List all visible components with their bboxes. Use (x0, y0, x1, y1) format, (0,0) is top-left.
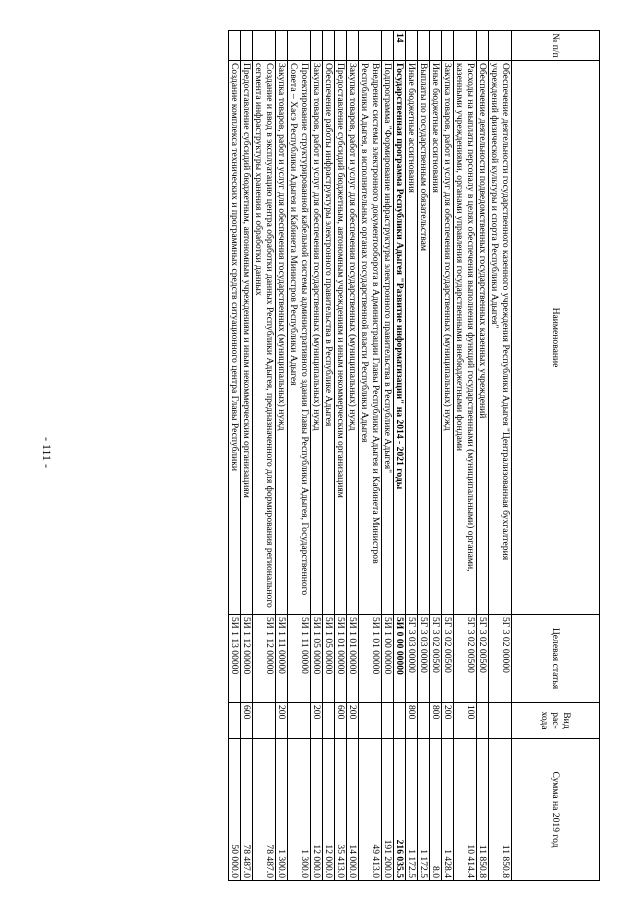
rotated-table-page (120, 30, 600, 880)
row-vid (489, 703, 512, 739)
table-row (489, 31, 512, 881)
row-num (276, 31, 288, 61)
row-target: 5И 1 01 00000 (347, 615, 359, 703)
row-num (359, 31, 382, 61)
header-num: № п/п (512, 31, 600, 61)
table-row (359, 31, 382, 881)
header-sum: Сумма на 2019 год (512, 739, 600, 881)
page-number: - 111 - (40, 436, 55, 469)
table-row (276, 31, 288, 881)
row-vid (382, 703, 394, 739)
row-name: Закупка товаров, работ и услуг для обеспечения государственных (муниципальных) нужд (311, 61, 323, 615)
row-vid (418, 703, 430, 739)
row-sum: 1 172.5 (418, 739, 430, 881)
row-sum: 78 487.0 (253, 739, 276, 881)
row-vid: 200 (311, 703, 323, 739)
row-sum: 1 428.4 (442, 739, 454, 881)
row-vid: 800 (406, 703, 418, 739)
row-vid: 200 (442, 703, 454, 739)
table-body (229, 31, 512, 881)
header-target: Целевая статья (512, 615, 600, 703)
row-name: Иные бюджетные ассигнования (406, 61, 418, 615)
row-target: 5И 1 12 00000 (241, 615, 253, 703)
row-vid (253, 703, 276, 739)
row-sum: 35 413.0 (335, 739, 347, 881)
row-num (430, 31, 442, 61)
row-name: Обеспечение деятельности государственного казенного учреждения Республики Адыгея "Централизованная бухгалтерия учреждений физической культуры и спорта Республики Адыгея" (489, 61, 512, 615)
row-target: 5Г 3 02 00500 (442, 615, 454, 703)
row-name: Закупка товаров, работ и услуг для обеспечения государственных (муниципальных) нужд (347, 61, 359, 615)
table-row (311, 31, 323, 881)
row-target: 5И 1 11 00000 (288, 615, 311, 703)
row-vid (288, 703, 311, 739)
row-name: Обеспечение работы инфраструктуры электронного правительства в Республике Адыгея (323, 61, 335, 615)
header-name: Наименование (512, 61, 600, 615)
row-vid (323, 703, 335, 739)
row-sum: 78 487.0 (241, 739, 253, 881)
row-name: Предоставление субсидий бюджетным, автономным учреждениям и иным некоммерческим организациям (335, 61, 347, 615)
row-sum: 1 300.0 (276, 739, 288, 881)
row-num (311, 31, 323, 61)
row-num (418, 31, 430, 61)
row-num: 14 (394, 31, 406, 61)
table-header-row (512, 31, 600, 881)
row-target: 5Г 3 03 00000 (418, 615, 430, 703)
row-target: 5И 1 01 00000 (335, 615, 347, 703)
row-sum: 1 300.0 (288, 739, 311, 881)
row-name: Обеспечение деятельности подведомственных государственных казенных учреждений (477, 61, 489, 615)
row-vid (359, 703, 382, 739)
row-num (253, 31, 276, 61)
row-target: 5И 1 12 00000 (253, 615, 276, 703)
row-vid: 200 (276, 703, 288, 739)
row-name: Закупка товаров, работ и услуг для обеспечения государственных (муниципальных) нужд (276, 61, 288, 615)
table-row (253, 31, 276, 881)
row-vid (394, 703, 406, 739)
table-row (241, 31, 253, 881)
row-name: Внедрение системы электронного документооборота в Администрации Главы Республики Адыгея и Кабинета Министров Республики Адыгея, в исполнительных органах государственной власти Республики Адыгея (359, 61, 382, 615)
table-row (347, 31, 359, 881)
row-sum: 50 000.0 (229, 739, 241, 881)
table-row (323, 31, 335, 881)
row-num (454, 31, 477, 61)
row-num (442, 31, 454, 61)
row-name: Иные бюджетные ассигнования (430, 61, 442, 615)
row-target: 5И 1 11 00000 (276, 615, 288, 703)
row-sum: 14 000.0 (347, 739, 359, 881)
header-vid: Вид рас-хода (512, 703, 600, 739)
row-target: 5И 1 01 00000 (359, 615, 382, 703)
row-target: 5Г 3 03 00000 (406, 615, 418, 703)
row-sum: 12 000.0 (323, 739, 335, 881)
row-name: Проектирование структурированной кабельной системы административного здания Главы Республики Адыгея, Государственного Совета – Хасэ Республики Адыгея и Кабинета Министров Республики Адыгея (288, 61, 311, 615)
row-vid: 100 (454, 703, 477, 739)
row-sum: 49 413.0 (359, 739, 382, 881)
row-sum: 12 000.0 (311, 739, 323, 881)
row-name: Государственная программа Республики Адыгея "Развитие информатизации" на 2014 - 2021 годы (394, 61, 406, 615)
row-num (335, 31, 347, 61)
table-row (406, 31, 418, 881)
row-num (288, 31, 311, 61)
row-vid: 600 (241, 703, 253, 739)
row-name: Предоставление субсидий бюджетным, автономным учреждениям и иным некоммерческим организациям (241, 61, 253, 615)
table-row (430, 31, 442, 881)
row-vid (477, 703, 489, 739)
row-num (347, 31, 359, 61)
row-sum: 191 200.0 (382, 739, 394, 881)
row-target: 5Г 3 02 00500 (430, 615, 442, 703)
row-sum: 11 850.8 (489, 739, 512, 881)
row-num (406, 31, 418, 61)
table-row (477, 31, 489, 881)
row-vid (229, 703, 241, 739)
table-row (454, 31, 477, 881)
row-name: Закупка товаров, работ и услуг для обеспечения государственных (муниципальных) нужд (442, 61, 454, 615)
table-row (442, 31, 454, 881)
row-target: 5Г 3 02 00500 (454, 615, 477, 703)
row-num (489, 31, 512, 61)
row-sum: 11 850.8 (477, 739, 489, 881)
table-row (382, 31, 394, 881)
table-row (288, 31, 311, 881)
row-num (477, 31, 489, 61)
row-num (382, 31, 394, 61)
row-target: 5И 1 05 00000 (311, 615, 323, 703)
table-row (418, 31, 430, 881)
table-row (229, 31, 241, 881)
row-target: 5И 0 00 00000 (394, 615, 406, 703)
row-name: Подпрограмма "Формирование инфраструктуры электронного правительства в Республике Адыгея" (382, 61, 394, 615)
row-target: 5И 1 13 00000 (229, 615, 241, 703)
row-target: 5Г 3 02 00500 (477, 615, 489, 703)
row-vid: 200 (347, 703, 359, 739)
row-num (229, 31, 241, 61)
row-num (323, 31, 335, 61)
row-sum: 10 414.4 (454, 739, 477, 881)
row-target: 5Г 3 02 00000 (489, 615, 512, 703)
row-name: Создание и ввод в эксплуатацию центра обработки данных Республики Адыгея, предназначенного для формирования регионального сегмента инфраструктуры хранения и обработки данных (253, 61, 276, 615)
row-sum: 1 172.5 (406, 739, 418, 881)
row-num (241, 31, 253, 61)
row-target: 5И 1 05 00000 (323, 615, 335, 703)
table-row (394, 31, 406, 881)
row-sum: 8.0 (430, 739, 442, 881)
row-name: Расходы на выплаты персоналу в целях обеспечения выполнения функций государственными (муниципальными) органами, казенными учреждениями, органами управления государственными внебюджетными фондами (454, 61, 477, 615)
row-vid: 600 (335, 703, 347, 739)
table-row (335, 31, 347, 881)
budget-table (228, 30, 600, 881)
row-name: Выплаты по государственным обязательствам (418, 61, 430, 615)
row-target: 5И 1 00 00000 (382, 615, 394, 703)
row-sum: 216 035.5 (394, 739, 406, 881)
row-name: Создание комплекса технических и программных средств ситуационного центра Главы Республики (229, 61, 241, 615)
row-vid: 800 (430, 703, 442, 739)
